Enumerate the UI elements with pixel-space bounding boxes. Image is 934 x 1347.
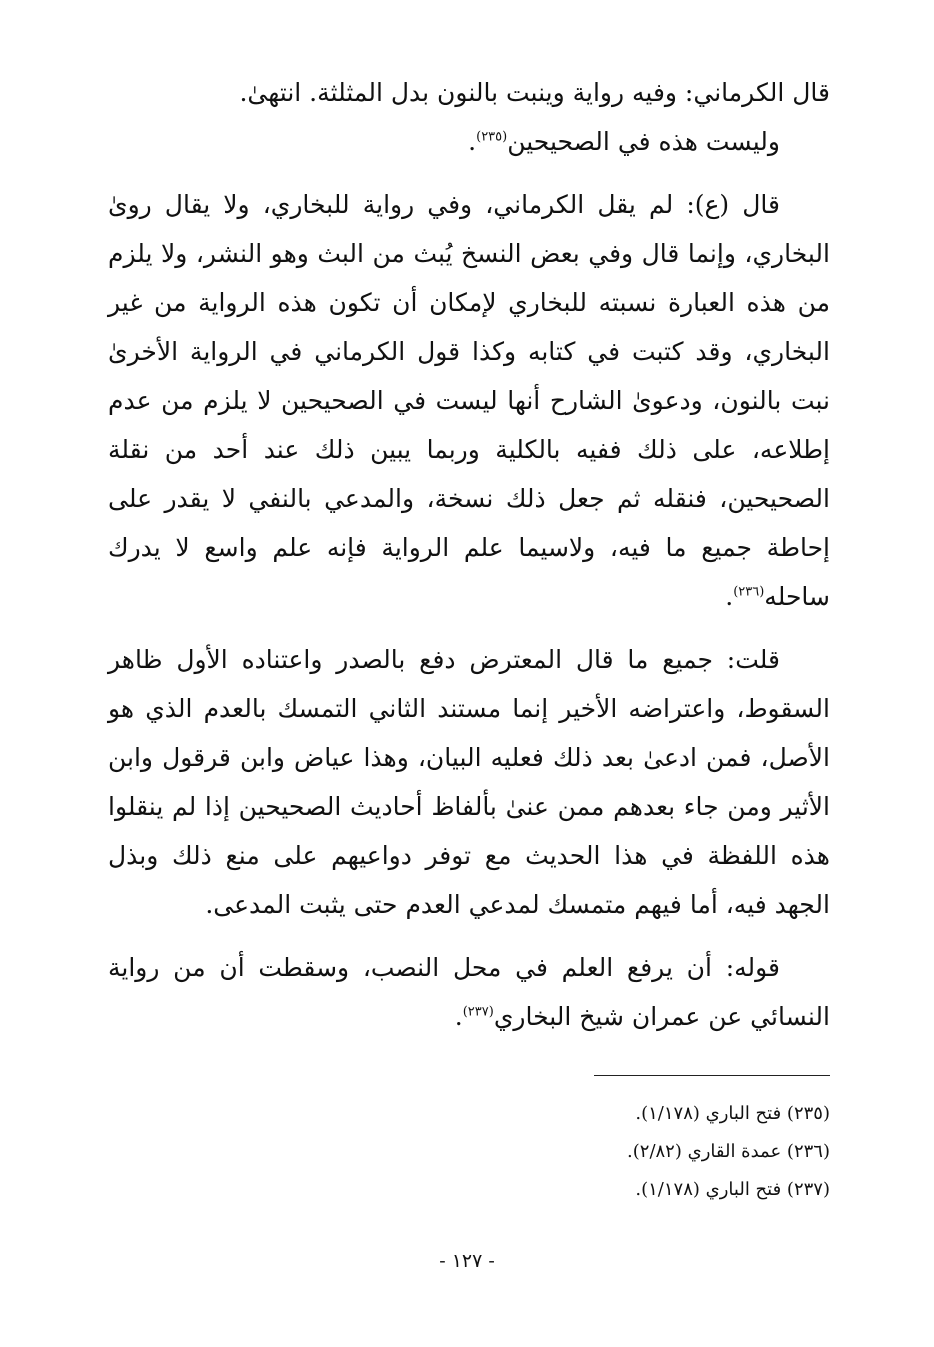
paragraph-end: . [725,582,734,611]
paragraph-kirmani-quote [108,68,830,117]
paragraph-qawluhu [108,943,830,1041]
footnote-separator [594,1075,830,1076]
paragraph-text: وليست هذه في الصحيحين [507,127,780,156]
paragraph-text: قال (ع): لم يقل الكرماني، وفي رواية للبخاري، ولا يقال روىٰ البخاري، وإنما قال وفي بعض النسخ يُبث من البث وهو النشر، ولا يلزم من هذه العبارة نسبته للبخاري لإمكان أن تكون هذه الرواية من غير البخاري، وقد كتبت في كتابه وكذا قول الكرماني في الرواية الأخرىٰ نبت بالنون، ودعوىٰ الشارح أنها ليست في الصحيحين لا يلزم من عدم إطلاعه، على ذلك ففيه بالكلية وربما يبين ذلك عند أحد من نقلة الصحيحين، فنقله ثم جعل ذلك نسخة، والمدعي بالنفي لا يقدر على إحاطة جميع ما فيه، ولاسيما علم الرواية فإنه علم واسع لا يدرك ساحله [108,190,831,611]
footnote-reference: (٢٣٧) [462,1004,494,1020]
main-text [108,68,830,1041]
footnote-reference: (٢٣٥) [476,129,508,145]
paragraph-text: قال الكرماني: وفيه رواية وينبت بالنون بدل المثلثة. انتهىٰ. [239,78,830,107]
paragraph-ayni-response [108,180,830,621]
paragraph-not-in-sahihayn [108,117,830,166]
paragraph-end: . [454,1002,463,1031]
paragraph-qultu [108,635,830,929]
page-number: - ١٢٧ - [439,1250,495,1272]
footnote-235: (٢٣٥) فتح الباري (١/١٧٨). [635,1103,830,1124]
paragraph-end: . [468,127,477,156]
footnote-237: (٢٣٧) فتح الباري (١/١٧٨). [635,1179,830,1200]
paragraph-text: قلت: جميع ما قال المعترض دفع بالصدر واعتناده الأول ظاهر السقوط، واعتراضه الأخير إنما مستند الثاني التمسك بالعدم الذي هو الأصل، فمن ادعىٰ بعد ذلك فعليه البيان، وهذا عياض وابن قرقول وابن الأثير ومن جاء بعدهم ممن عنىٰ بألفاظ أحاديث الصحيحين إذا لم ينقلوا هذه اللفظة في هذا الحديث مع توفر دواعيهم على منع ذلك وبذل الجهد فيه، أما فيهم متمسك لمدعي العدم حتى يثبت المدعى. [108,645,830,919]
paragraph-text: قوله: أن يرفع العلم في محل النصب، وسقطت أن من رواية النسائي عن عمران شيخ البخاري [108,953,830,1031]
footnotes [108,1095,830,1209]
footnote-reference: (٢٣٦) [733,584,765,600]
footnote-236: (٢٣٦) عمدة القاري (٢/٨٢). [627,1141,830,1162]
